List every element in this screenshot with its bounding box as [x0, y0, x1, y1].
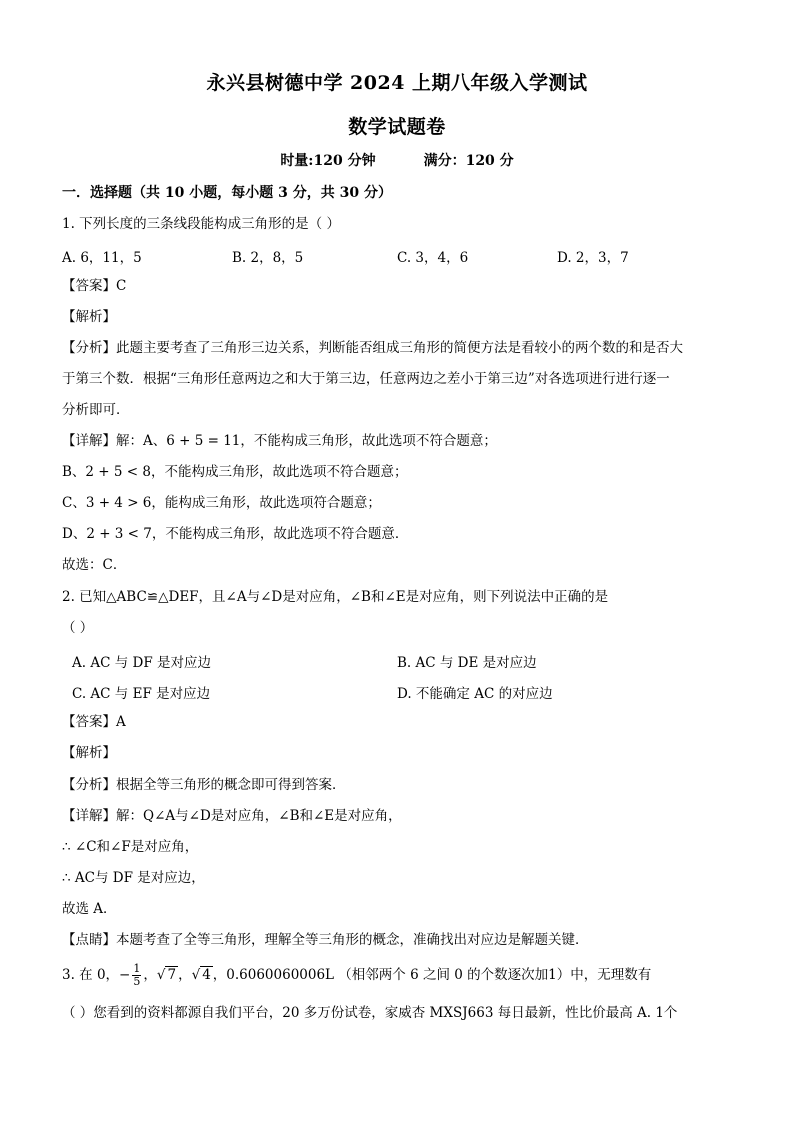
q2-stem-line-2: （ ） [62, 620, 94, 636]
exam-score: 满分：120 分 [423, 153, 514, 169]
q3-stem-line-2: （ ）您看到的资料都源自我们平台，20 多万份试卷，家威杏 MXSJ663 每日最新，性比价最高 A. 1个 [62, 1005, 678, 1021]
q1-option-b: B. 2，8，5 [232, 250, 304, 266]
q2-option-d: D. 不能确定 AC 的对应边 [397, 686, 553, 702]
q2-detail-line-2: ∴ ∠C和∠F是对应角， [62, 839, 199, 855]
q2-fenxi: 【分析】根据全等三角形的概念即可得到答案． [62, 777, 346, 793]
q3-sqrt-4-radicand: 4 [202, 967, 211, 983]
q2-choice: 故选 A． [62, 901, 117, 917]
q3-tail: ，0.6060060006L （相邻两个 6 之间 0 的个数逐次加1）中，无理数有 [212, 967, 652, 983]
q1-fenxi-line-3: 分析即可． [62, 402, 130, 418]
q3-prefix: 3. 在 0，− [62, 967, 131, 983]
page-subtitle: 数学试题卷 [348, 116, 446, 138]
page-title: 永兴县树德中学 2024 上期八年级入学测试 [206, 72, 588, 94]
q1-fenxi-line-2: 于第三个数．根据“三角形任意两边之和大于第三边，任意两边之差小于第三边”对各选项进行进行逐一 [62, 371, 670, 387]
q1-option-d: D. 2，3，7 [557, 250, 629, 266]
exam-meta [0, 150, 794, 170]
q1-stem: 1. 下列长度的三条线段能构成三角形的是（ ） [62, 216, 340, 232]
q3-sqrt-7-radicand: 7 [167, 967, 177, 983]
q3-sep-1: ， [143, 967, 157, 983]
q3-sep-2: ， [178, 967, 192, 983]
q3-sqrt-4: √ 4 [191, 967, 211, 983]
q3-fraction [132, 963, 141, 988]
q2-answer: 【答案】A [62, 714, 126, 730]
q3-fraction-denominator: 5 [133, 975, 141, 988]
q2-stem-line-1: 2. 已知△ABC≌△DEF，且∠A与∠D是对应角，∠B和∠E是对应角，则下列说法中正确的是 [62, 589, 609, 605]
exam-time: 时量:120 分钟 [280, 153, 376, 169]
q1-detail-line-2: B、2 + 5 < 8，不能构成三角形，故此选项不符合题意； [62, 464, 408, 480]
section-heading: 一．选择题（共 10 小题，每小题 3 分，共 30 分） [62, 185, 392, 201]
q1-detail-line-3: C、3 + 4 > 6，能构成三角形，故此选项符合题意； [62, 495, 381, 511]
q2-option-b: B. AC 与 DE 是对应边 [397, 655, 537, 671]
q1-detail-line-1: 【详解】解：A、6 + 5 = 11，不能构成三角形，故此选项不符合题意； [62, 433, 497, 449]
q1-fenxi-line-1: 【分析】此题主要考查了三角形三边关系，判断能否组成三角形的简便方法是看较小的两个数的和是否大 [62, 340, 683, 356]
q1-option-c: C. 3，4，6 [397, 250, 469, 266]
q1-analysis-tag: 【解析】 [62, 309, 116, 325]
q1-answer: 【答案】C [62, 278, 127, 294]
q2-detail-line-3: ∴ AC与 DF 是对应边， [62, 870, 205, 886]
q3-sqrt-7: √ 7 [156, 967, 177, 983]
q3-fraction-numerator: 1 [133, 962, 141, 975]
q3-stem-line-1 [62, 960, 742, 990]
q2-option-c: C. AC 与 EF 是对应边 [72, 686, 211, 702]
q2-dianjing: 【点睛】本题考查了全等三角形，理解全等三角形的概念，准确找出对应边是解题关键． [62, 932, 589, 948]
q2-option-a: A. AC 与 DF 是对应边 [72, 655, 211, 671]
q1-option-a: A. 6，11，5 [62, 250, 142, 266]
q2-detail-line-1: 【详解】解：Q∠A与∠D是对应角，∠B和∠E是对应角， [62, 808, 402, 824]
q2-analysis-tag: 【解析】 [62, 745, 116, 761]
q1-choice: 故选：C． [62, 557, 127, 573]
q1-detail-line-4: D、2 + 3 < 7，不能构成三角形，故此选项不符合题意． [62, 526, 409, 542]
